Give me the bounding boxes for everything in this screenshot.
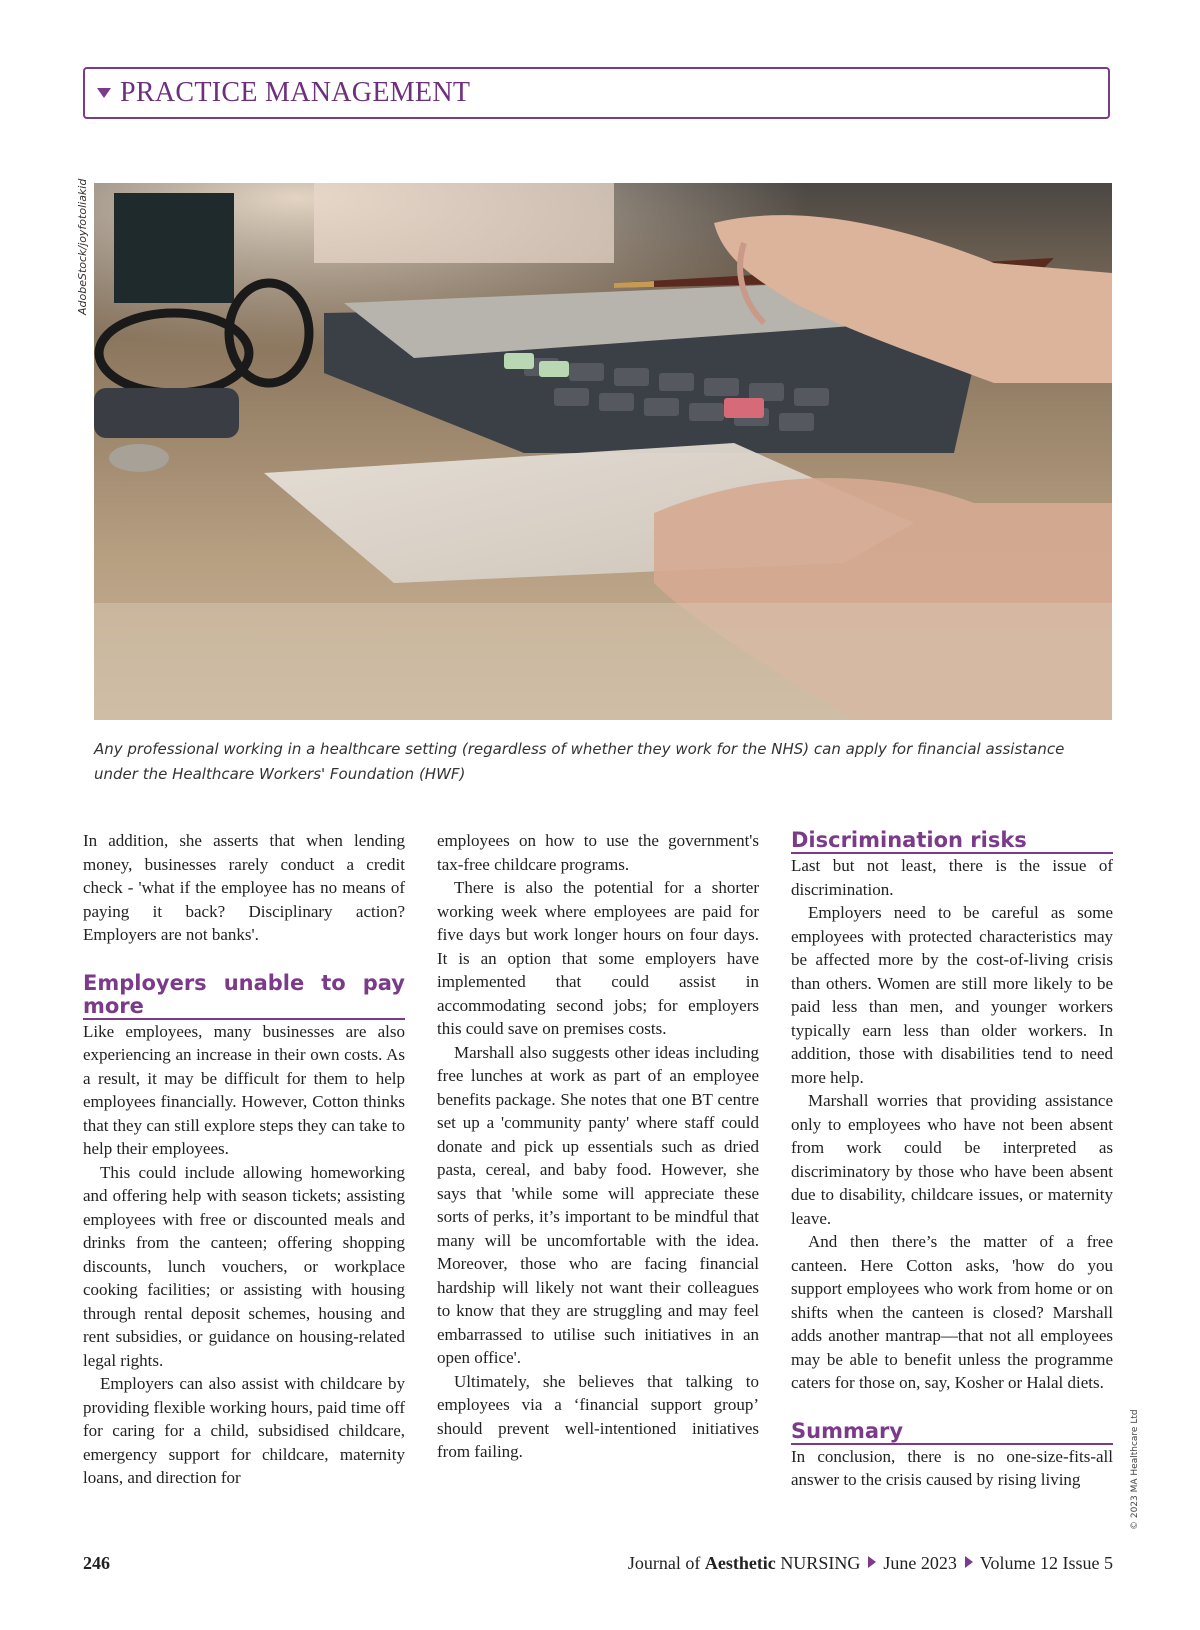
page-number: 246 xyxy=(83,1553,110,1573)
paragraph: Last but not least, there is the issue of discrimination. xyxy=(791,856,1113,899)
section-heading: Employers unable to pay more xyxy=(83,970,405,1018)
paragraph: employees on how to use the government's tax-free childcare programs. xyxy=(437,831,759,874)
paragraph: Ultimately, she believes that talking to employees via a ‘financial support group’ should prevent well-intentioned initiatives from failing. xyxy=(437,1371,759,1461)
section-heading: Discrimination risks xyxy=(791,829,1113,854)
journal-prefix: Journal of xyxy=(627,1553,705,1573)
photo-caption: Any professional working in a healthcare setting (regardless of whether they work for the NHS) can apply for financial assistance under the Healthcare Workers' Foundation (HWF) xyxy=(94,740,1065,783)
paragraph: In addition, she asserts that when lending money, businesses rarely conduct a credit check - 'what if the employee has no means of paying it back? Disciplinary action? Employers are not banks'. xyxy=(83,831,405,944)
arrow-right-icon xyxy=(868,1556,876,1568)
section-header xyxy=(83,67,1110,119)
copyright-text: © 2023 MA Healthcare Ltd xyxy=(1130,1409,1140,1530)
section-heading: Summary xyxy=(791,1420,1113,1445)
photo-credit-text: AdobeStock/joyfotoliakid xyxy=(76,178,89,315)
volume-issue: Volume 12 Issue 5 xyxy=(979,1553,1113,1573)
photo-credit xyxy=(76,178,90,315)
paragraph: Employers need to be careful as some employees with protected characteristics may be affected more by the cost-of-living crisis than others. Women are still more likely to be paid less than men, and younger workers typically earn less than older workers. In addition, those with disabilities tend to need more help. xyxy=(791,903,1113,1087)
triangle-down-icon xyxy=(97,88,111,98)
paragraph: In conclusion, there is no one-size-fits-all answer to the crisis caused by rising living xyxy=(791,1446,1113,1489)
paragraph: This could include allowing homeworking and offering help with season tickets; assisting employees with free or discounted meals and drinks from the canteen; offering shopping discounts, lunch vouchers, or workplace cooking facilities; or assisting with housing through rental deposit schemes, housing and rent subsidies, or guidance on housing-related legal rights. xyxy=(83,1162,405,1370)
paragraph: And then there’s the matter of a free canteen. Here Cotton asks, 'how do you support employees who work from home or on shifts when the canteen is closed? Marshall adds another mantrap—that not all employees may be able to benefit unless the programme caters for those on, say, Kosher or Halal diets. xyxy=(791,1232,1113,1392)
article-column-1 xyxy=(83,829,405,1490)
journal-info xyxy=(628,1553,1113,1574)
calculator-photo-illustration xyxy=(94,183,1112,720)
paragraph: Marshall also suggests other ideas including free lunches at work as part of an employee benefits package. She notes that one BT centre set up a 'community panty' where staff could donate and pick up essentials such as dried pasta, cereal, and baby food. However, she says that 'while some will appreciate these sorts of perks, it’s important to be mindful that many will be uncomfortable with the idea. Moreover, those who are facing financial hardship will likely not want their colleagues to know that they are struggling and may feel embarrassed to utilise such initiatives in an open office'. xyxy=(437,1042,759,1367)
paragraph: Like employees, many businesses are also experiencing an increase in their own costs. As a result, it may be difficult for them to help employees financially. However, Cotton thinks that they can still explore steps they can take to help their employees. xyxy=(83,1021,405,1158)
feature-photo xyxy=(94,183,1112,720)
paragraph: Employers can also assist with childcare by providing flexible working hours, paid time off for caring for a child, subsidised childcare, emergency support for childcare, maternity loans, and direction for xyxy=(83,1374,405,1487)
arrow-right-icon xyxy=(965,1556,973,1568)
section-title: PRACTICE MANAGEMENT xyxy=(120,77,471,108)
article-column-3 xyxy=(791,829,1113,1492)
article-column-2 xyxy=(437,829,759,1464)
page-footer xyxy=(83,1553,1113,1579)
paragraph: There is also the potential for a shorter working week where employees are paid for five days but work longer hours on four days. It is an option that some employers have implemented that could assist in accommodating second jobs; for employers this could save on premises costs. xyxy=(437,878,759,1038)
journal-suffix: NURSING xyxy=(775,1553,861,1573)
copyright-notice xyxy=(1130,1400,1144,1530)
paragraph: Marshall worries that providing assistance only to employees who have not been absent from work could be interpreted as discriminatory by those who have been absent due to disability, childcare issues, or maternity leave. xyxy=(791,1091,1113,1228)
journal-bold: Aesthetic xyxy=(704,1553,776,1573)
issue-date: June 2023 xyxy=(883,1553,957,1573)
